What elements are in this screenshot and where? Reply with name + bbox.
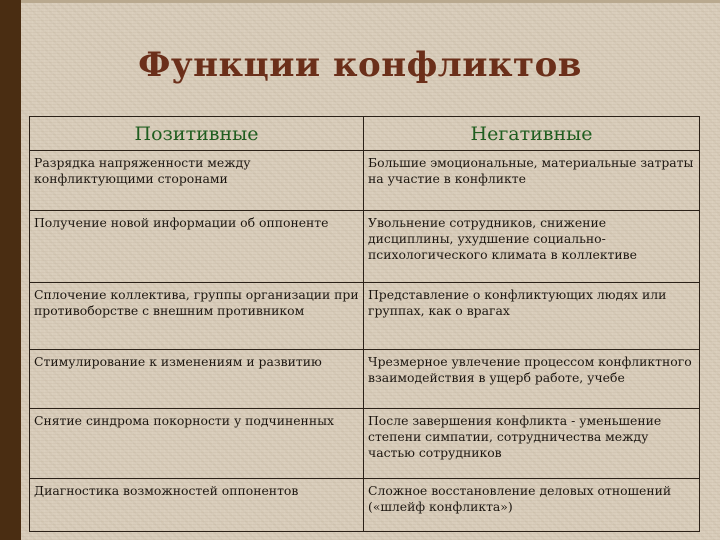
negative-cell: После завершения конфликта - уменьшение степени симпатии, сотрудничества между частью сотрудников [364,409,700,479]
slide-title: Функции конфликтов [138,45,582,85]
positive-cell: Получение новой информации об оппоненте [30,211,364,283]
negative-cell: Сложное восстановление деловых отношений («шлейф конфликта») [364,479,700,532]
table-row [30,211,700,283]
positive-cell: Разрядка напряженности между конфликтующими сторонами [30,151,364,211]
table-header-row [30,117,700,151]
negative-cell: Увольнение сотрудников, снижение дисциплины, ухудшение социально-психологического климата в коллективе [364,211,700,283]
top-strip [0,0,720,3]
header-positive: Позитивные [30,117,364,151]
positive-cell: Снятие синдрома покорности у подчиненных [30,409,364,479]
header-negative: Негативные [364,117,700,151]
negative-cell: Представление о конфликтующих людях или группах, как о врагах [364,283,700,350]
table-row [30,283,700,350]
positive-cell: Сплочение коллектива, группы организации при противоборстве с внешним противником [30,283,364,350]
table-row [30,151,700,211]
negative-cell: Большие эмоциональные, материальные затраты на участие в конфликте [364,151,700,211]
positive-cell: Диагностика возможностей оппонентов [30,479,364,532]
functions-table [29,116,700,532]
positive-cell: Стимулирование к изменениям и развитию [30,350,364,409]
table-row [30,409,700,479]
table-row [30,479,700,532]
negative-cell: Чрезмерное увлечение процессом конфликтного взаимодействия в ущерб работе, учебе [364,350,700,409]
table-row [30,350,700,409]
